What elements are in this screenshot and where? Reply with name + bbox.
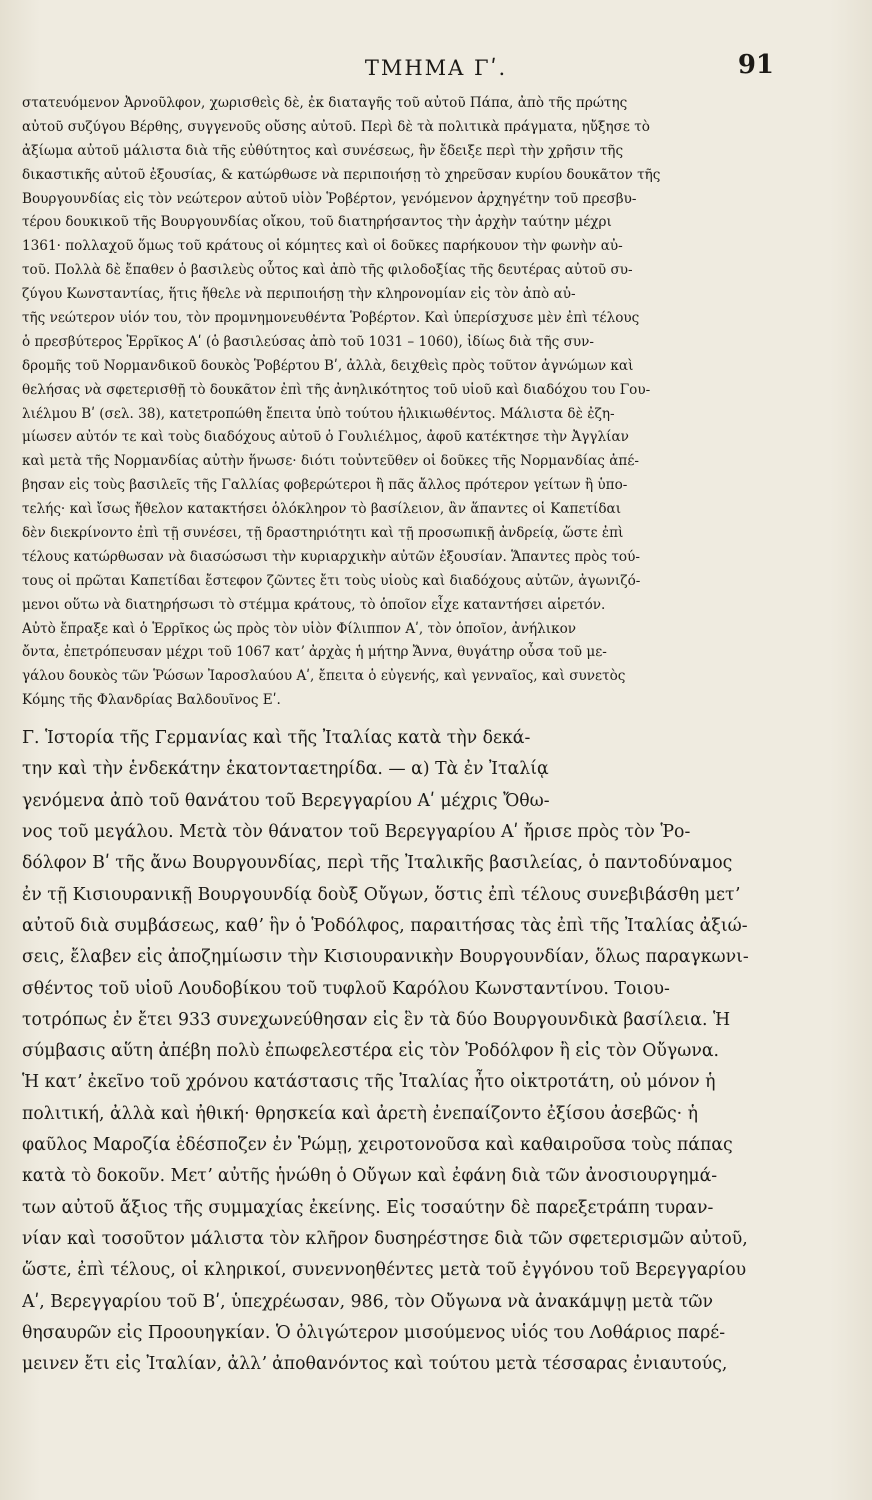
text-line: ἀξίωμα αὐτοῦ μάλιστα διὰ τῆς εὐθύτητος καὶ συνέσεως, ἣν ἔδειξε περὶ τὴν χρῆσιν τῆς: [22, 142, 624, 159]
text-line: τελής· καὶ ἴσως ἤθελον κατακτήσει ὁλόκληρον τὸ βασίλειον, ἂν ἅπαντες οἱ Καπετίδαι: [22, 501, 622, 518]
text-line: των αὐτοῦ ἄξιος τῆς συμμαχίας ἐκείνης. Εἰς τοσαύτην δὲ παρεξετράπη τυραν-: [22, 1197, 714, 1218]
page-number: 91: [737, 50, 774, 80]
page-header: [0, 50, 872, 90]
text-line: τέρου δουκικοῦ τῆς Βουργουνδίας οἴκου, τοῦ διατηρήσαντος τὴν ἀρχὴν ταύτην μέχρι: [22, 214, 612, 231]
text-line: αὐτοῦ διὰ συμβάσεως, καθʼ ἣν ὁ Ῥοδόλφος, παραιτήσας τὰς ἐπὶ τῆς Ἰταλίας ἀξιώ-: [22, 915, 748, 936]
text-line: δὲν διεκρίνοντο ἐπὶ τῇ συνέσει, τῇ δραστηριότητι καὶ τῇ προσωπικῇ ἀνδρείᾳ, ὥστε ἐπὶ: [22, 525, 624, 542]
text-line: μίωσεν αὐτόν τε καὶ τοὺς διαδόχους αὐτοῦ ὁ Γουλιέλμος, ἀφοῦ κατέκτησε τὴν Ἀγγλίαν: [22, 429, 629, 446]
text-line: ὁ πρεσβύτερος Ἑρρῖκος Αʹ (ὁ βασιλεύσας ἀπὸ τοῦ 1031 – 1060), ἰδίως διὰ τῆς συν-: [22, 333, 594, 350]
text-line: θελήσας νὰ σφετερισθῇ τὸ δουκᾶτον ἐπὶ τῆς ἀνηλικότητος τοῦ υἱοῦ καὶ διαδόχου του Γου-: [22, 381, 651, 398]
text-line: Βουργουνδίας εἰς τὸν νεώτερον αὐτοῦ υἱὸν Ῥοβέρτον, γενόμενον ἀρχηγέτην τοῦ πρεσβυ-: [22, 190, 637, 207]
text-line: σύμβασις αὕτη ἀπέβη πολὺ ἐπωφελεστέρα εἰς τὸν Ῥοδόλφον ἢ εἰς τὸν Οὔγωνα.: [22, 1041, 720, 1062]
body-text: [22, 92, 792, 1380]
text-line: ἐν τῇ Κισιουρανικῇ Βουργουνδίᾳ δοὺξ Οὔγων, ὅστις ἐπὶ τέλους συνεβιβάσθη μετʼ: [22, 884, 740, 905]
text-line: λιέλμου Βʹ (σελ. 38), κατετροπώθη ἔπειτα ὑπὸ τούτου ἡλικιωθέντος. Μάλιστα δὲ ἐζη-: [22, 405, 615, 422]
text-line: γενόμενα ἀπὸ τοῦ θανάτου τοῦ Βερεγγαρίου Αʹ μέχρις Ὄθω-: [22, 790, 550, 811]
text-line: Αʹ, Βερεγγαρίου τοῦ Βʹ, ὑπεχρέωσαν, 986, τὸν Οὔγωνα νὰ ἀνακάμψῃ μετὰ τῶν: [22, 1291, 713, 1312]
text-line: Ἡ κατʼ ἐκεῖνο τοῦ χρόνου κατάστασις τῆς Ἰταλίας ἦτο οἰκτροτάτη, οὐ μόνον ἡ: [22, 1072, 716, 1093]
text-line: κατὰ τὸ δοκοῦν. Μετʼ αὐτῆς ἡνώθη ὁ Οὔγων καὶ ἐφάνη διὰ τῶν ἀνοσιουργημά-: [22, 1166, 718, 1187]
text-line: μενοι οὕτω νὰ διατηρήσωσι τὸ στέμμα κράτους, τὸ ὁποῖον εἶχε καταντήσει αἱρετόν.: [22, 596, 606, 613]
text-line: στατευόμενον Ἀρνοῦλφον, χωρισθεὶς δὲ, ἐκ διαταγῆς τοῦ αὐτοῦ Πάπα, ἀπὸ τῆς πρώτης: [22, 95, 628, 111]
text-line: πολιτική, ἀλλὰ καὶ ἠθική· θρησκεία καὶ ἀρετὴ ἐνεπαίζοντο ἐξίσου ἀσεβῶς· ἡ: [22, 1103, 699, 1124]
text-line: θησαυρῶν εἰς Προουηγκίαν. Ὁ ὀλιγώτερον μισούμενος υἱός του Λοθάριος παρέ-: [22, 1322, 726, 1343]
text-line: σεις, ἔλαβεν εἰς ἀποζημίωσιν τὴν Κισιουρανικὴν Βουργουνδίαν, ὅλως παραγκωνι-: [22, 947, 749, 968]
text-line: ὥστε, ἐπὶ τέλους, οἱ κληρικοί, συνεννοηθέντες μετὰ τοῦ ἐγγόνου τοῦ Βερεγγαρίου: [22, 1260, 747, 1281]
text-line: Κόμης τῆς Φλανδρίας Βαλδουῖνος Εʹ.: [22, 692, 281, 709]
text-line: σθέντος τοῦ υἱοῦ Λουδοβίκου τοῦ τυφλοῦ Καρόλου Κωνσταντίνου. Τοιου-: [22, 978, 670, 999]
text-line: Αὐτὸ ἔπραξε καὶ ὁ Ἑρρῖκος ὡς πρὸς τὸν υἱὸν Φίλιππον Αʹ, τὸν ὁποῖον, ἀνήλικον: [22, 620, 577, 637]
text-line: μεινεν ἔτι εἰς Ἰταλίαν, ἀλλʼ ἀποθανόντος καὶ τούτου μετὰ τέσσαρας ἐνιαυτούς,: [22, 1354, 728, 1375]
text-line: 1361· πολλαχοῦ ὅμως τοῦ κράτους οἱ κόμητες καὶ οἱ δοῦκες παρήκουον τὴν φωνὴν αὐ-: [22, 238, 623, 255]
text-line: τοῦ. Πολλὰ δὲ ἔπαθεν ὁ βασιλεὺς οὗτος καὶ ἀπὸ τῆς φιλοδοξίας τῆς δευτέρας αὐτοῦ συ-: [22, 262, 633, 279]
text-line: γάλου δουκὸς τῶν Ῥώσων Ἰαροσλαύου Αʹ, ἔπειτα ὁ εὐγενής, καὶ γενναῖος, καὶ συνετὸς: [22, 668, 626, 685]
text-line: τῆς νεώτερον υἱόν του, τὸν προμνημονευθέντα Ῥοβέρτον. Καὶ ὑπερίσχυσε μὲν ἐπὶ τέλους: [22, 310, 640, 327]
text-line: καὶ μετὰ τῆς Νορμανδίας αὐτὴν ἥνωσε· διότι τοὐντεῦθεν οἱ δοῦκες τῆς Νορμανδίας ἀπέ-: [22, 453, 639, 470]
text-line: φαῦλος Μαροζία ἐδέσποζεν ἐν Ῥώμῃ, χειροτονοῦσα καὶ καθαιροῦσα τοὺς πάπας: [22, 1135, 733, 1156]
text-line: δόλφον Βʹ τῆς ἄνω Βουργουνδίας, περὶ τῆς Ἰταλικῆς βασιλείας, ὁ παντοδύναμος: [22, 853, 733, 874]
text-line: νος τοῦ μεγάλου. Μετὰ τὸν θάνατον τοῦ Βερεγγαρίου Αʹ ἤρισε πρὸς τὸν Ῥο-: [22, 822, 691, 843]
text-line: δικαστικῆς αὐτοῦ ἐξουσίας, & κατώρθωσε νὰ περιποιήσῃ τὸ χηρεῦσαν κυρίου δουκᾶτον τῆς: [22, 166, 661, 183]
text-line: τέλους κατώρθωσαν νὰ διασώσωσι τὴν κυριαρχικὴν αὐτῶν ἐξουσίαν. Ἅπαντες πρὸς τού-: [22, 548, 640, 565]
text-line: ὄντα, ἐπετρόπευσαν μέχρι τοῦ 1067 κατʼ ἀρχὰς ἡ μήτηρ Ἄννα, θυγάτηρ οὖσα τοῦ με-: [22, 644, 607, 661]
paragraph-section-g: [22, 723, 792, 1380]
text-line: αὐτοῦ συζύγου Βέρθης, συγγενοῦς οὔσης αὐτοῦ. Περὶ δὲ τὰ πολιτικὰ πράγματα, ηὔξησε τὸ: [22, 118, 650, 135]
text-line: βησαν εἰς τοὺς βασιλεῖς τῆς Γαλλίας φοβερώτεροι ἢ πᾶς ἄλλος πρότερον γείτων ἢ ὑπο-: [22, 477, 628, 494]
text-line: τους οἱ πρῶται Καπετίδαι ἔστεφον ζῶντες ἔτι τοὺς υἱοὺς καὶ διαδόχους αὐτῶν, ἀγωνιζό-: [22, 572, 641, 589]
text-line: τοτρόπως ἐν ἔτει 933 συνεχωνεύθησαν εἰς ἓν τὰ δύο Βουργουνδικὰ βασίλεια. Ἡ: [22, 1009, 731, 1030]
paragraph-small-print: [22, 92, 792, 713]
text-line: δρομῆς τοῦ Νορμανδικοῦ δουκὸς Ῥοβέρτου Βʹ, ἀλλὰ, δειχθεὶς πρὸς τοῦτον ἀγνώμων καὶ: [22, 357, 634, 374]
text-line: την καὶ τὴν ἑνδεκάτην ἑκατονταετηρίδα. — α) Τὰ ἐν Ἰταλίᾳ: [22, 759, 549, 780]
running-title: ΤΜΗΜΑ Γʹ.: [364, 56, 508, 80]
text-line: Γ. Ἱστορία τῆς Γερμανίας καὶ τῆς Ἰταλίας κατὰ τὴν δεκά-: [22, 728, 531, 749]
text-line: ζύγου Κωνσταντίας, ἥτις ἤθελε νὰ περιποιήσῃ τὴν κληρονομίαν εἰς τὸν ἀπὸ αὐ-: [22, 286, 576, 303]
text-line: νίαν καὶ τοσοῦτον μάλιστα τὸν κλῆρον δυσηρέστησε διὰ τῶν σφετερισμῶν αὐτοῦ,: [22, 1228, 748, 1249]
